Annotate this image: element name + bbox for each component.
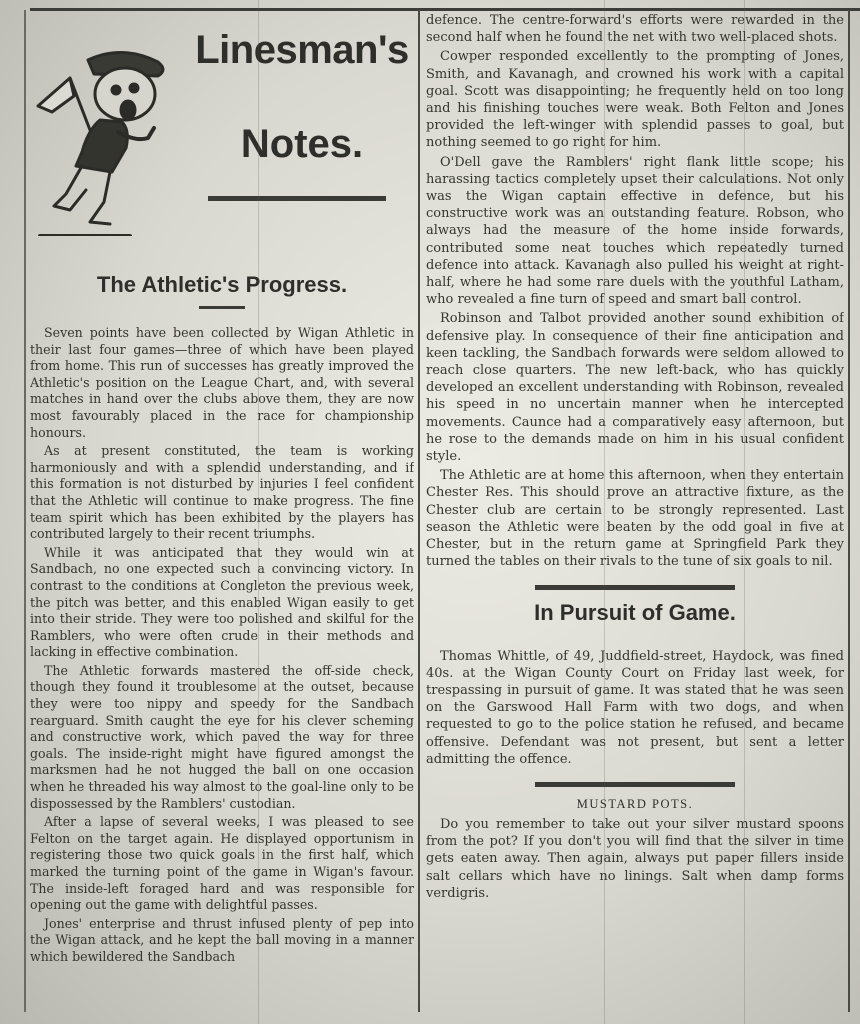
left-column [30, 12, 414, 1024]
section-heading-athletic-progress: The Athletic's Progress. [96, 272, 348, 297]
section-heading-mustard-pots: MUSTARD POTS. [576, 796, 694, 811]
left-column-rule [24, 10, 26, 1012]
mustard-paragraph: Do you remember to take out your silver mustard spoons from the pot? If you don't you will find that the silver in time gets eaten away. Then again, always put paper fillers inside salt cellars which have no linings. Salt when damp forms verdigris. [426, 816, 844, 901]
article-paragraph: The Athletic forwards mastered the off-side check, though they found it troublesome at the outset, because they were too nippy and speedy for the Sandbach rearguard. Smith caught the eye for his clever scheming and constructive work, which paved the way for three goals. The inside-right might have figured amongst the marksmen had he not hugged the ball on one occasion when he threaded his way almost to the goal-line only to be dispossessed by the Ramblers' custodian. [30, 662, 414, 811]
right-column [426, 12, 844, 1024]
article-paragraph: defence. The centre-forward's efforts were rewarded in the second half when he found the net with two well-placed shots. [426, 13, 844, 46]
article-paragraph: O'Dell gave the Ramblers' right flank little scope; his harassing tactics completely upset their calculations. Not only was the Wigan captain effective in defence, but his constructive work was an outstanding feature. Robson, who always had the measure of the home inside forwards, contributed some neat touches which repeatedly turned defence into attack. Kavanagh also pulled his weight at right-half, where he had some rare duels with the youthful Latham, who revealed a fine turn of speed and smart ball control. [426, 154, 844, 308]
masthead-title: Linesman's [195, 28, 409, 72]
pursuit-paragraph: Thomas Whittle, of 49, Juddfield-street, Haydock, was fined 40s. at the Wigan County Court on Friday last week, for trespassing in pursuit of game. It was stated that he was seen on the Garswood Hall Farm with two dogs, and when requested to go to the police station he refused, and became offensive. Defendant was not present, but sent a letter admitting the offence. [426, 648, 844, 767]
top-rule [30, 8, 860, 11]
article-paragraph: While it was anticipated that they would win at Sandbach, no one expected such a convincing victory. In contrast to the conditions at Congleton the previous week, the pitch was better, and this enabled Wigan easily to get into their stride. They were too polished and skilful for the Ramblers, who were often crude in their methods and lacking in effective combination. [30, 544, 414, 660]
masthead-rule [208, 196, 386, 201]
masthead [30, 12, 414, 198]
article-paragraph: As at present constituted, the team is working harmoniously and with a splendid understanding, and if this formation is not disturbed by injuries I feel confident that the Athletic will continue to make progress. The fine team spirit which has been exhibited by the players has contributed largely to their recent triumphs. [30, 443, 414, 542]
article-paragraph: Jones' enterprise and thrust infused plenty of pep into the Wigan attack, and he kept the ball moving in a manner which bewildered the Sandbach [30, 915, 414, 964]
pursuit-top-rule [535, 585, 735, 590]
article-paragraph: After a lapse of several weeks, I was pleased to see Felton on the target again. He displayed opportunism in registering those two quick goals in the first half, which marked the turning point of the game in Wigan's favour. The inside-left foraged hard and was responsible for opening out the game with delightful passes. [30, 814, 414, 913]
right-column-rule [848, 10, 850, 1012]
cartoon-linesman-icon [30, 26, 180, 236]
section-heading-rule [199, 306, 245, 309]
section-heading-pursuit-of-game: In Pursuit of Game. [534, 599, 736, 625]
column-divider [418, 10, 420, 1012]
article-paragraph: The Athletic are at home this afternoon, when they entertain Chester Res. This should prove an attractive fixture, as the Chester club are certain to be strongly represented. Last season the Athletic were beaten by the odd goal in five at Chester, but in the return game at Springfield Park they turned the tables on their rivals to the tune of six goals to nil. [426, 468, 844, 570]
mustard-top-rule [535, 782, 735, 787]
masthead-subtitle: Notes. [240, 122, 364, 166]
article-paragraph: Seven points have been collected by Wigan Athletic in their last four games—three of which have been played from home. This run of successes has greatly improved the Athletic's position on the League Chart, and, with several matches in hand over the clubs above them, they are now most favourably placed in the race for championship honours. [30, 325, 414, 440]
article-paragraph: Robinson and Talbot provided another sound exhibition of defensive play. In consequence of their fine anticipation and keen tackling, the Sandbach forwards were seldom allowed to reach close quarters. The new left-back, who has quickly developed an excellent understanding with Robinson, revealed his speed in no uncertain manner when he intercepted movements. Caunce had a comparatively easy afternoon, but he rose to the demands made on him in his usual confident style. [426, 311, 844, 465]
article-paragraph: Cowper responded excellently to the prompting of Jones, Smith, and Kavanagh, and crowned his work with a capital goal. Scott was disappointing; he frequently held on too long and his finishing touches were weak. Both Felton and Jones provided the left-winger with splendid passes to goal, but nothing seemed to go right for him. [426, 49, 844, 151]
